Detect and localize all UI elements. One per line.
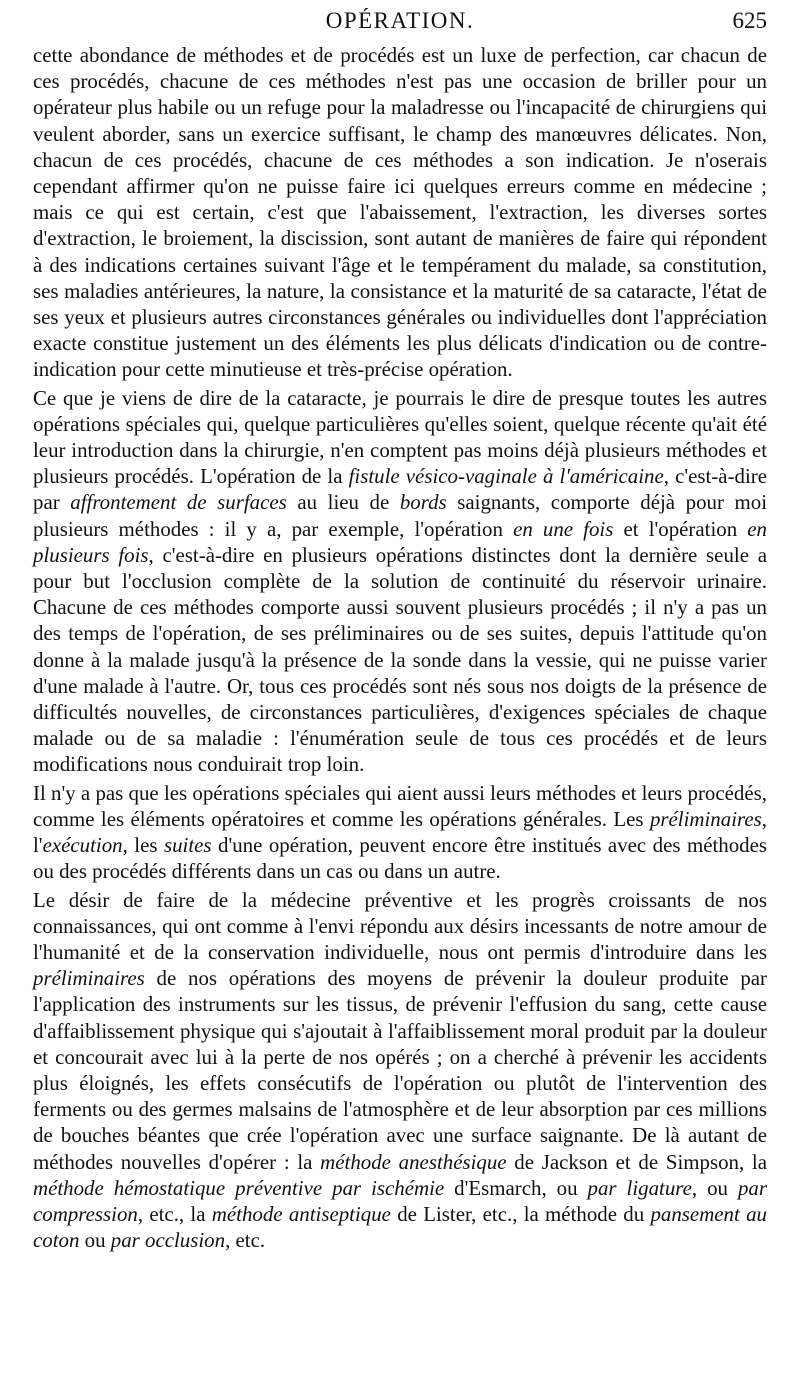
text-run: de Jackson et de Simpson, la — [506, 1149, 767, 1174]
text-run: , c'est-à-dire en plusieurs opérations distinctes dont la dernière seule a pour but l'occlusion complète de la solution de continuité du réservoir urinaire. Chacune de ces méthodes comporte aussi souvent plusieurs procédés ; il n'y a pas un des temps de l'opération, de ses préliminaires ou de ses suites, depuis l'attitude qu'on donne à la malade jusqu'à la présence de la sonde dans la vessie, qui ne puisse varier d'une malade à l'autre. Or, tous ces procédés sont nés sous nos doigts de la présence de difficultés nouvelles, de circonstances particulières, d'exigences spéciales de chaque malade ou de sa maladie : l'énumération seule de tous ces procédés et de leurs modifications nous conduirait trop loin. — [33, 542, 767, 777]
italic-text-run: méthode anesthésique — [320, 1149, 507, 1174]
italic-text-run: méthode antiseptique — [211, 1201, 391, 1226]
italic-text-run: en une fois — [513, 516, 614, 541]
running-title: OPÉRATION. — [325, 8, 475, 33]
text-run: de Lister, etc., la méthode du — [390, 1201, 651, 1226]
text-run: d'une opération, peuvent encore être institués avec des méthodes ou des procédés différents dans un cas ou dans un autre. — [33, 833, 768, 884]
text-run: , etc. — [225, 1228, 266, 1253]
italic-text-run: par ligature — [587, 1175, 692, 1200]
paragraph-4 — [33, 887, 767, 1254]
text-run: au lieu de — [286, 490, 400, 515]
italic-text-run: suites — [163, 833, 212, 858]
text-run: Le désir de faire de la médecine préventive et les progrès croissants de nos connaissances, qui ont comme à l'envi répondu aux désirs incessants de notre amour de l'humanité et de la conservation individuelle, nous ont permis d'introduire dans les — [33, 887, 767, 964]
italic-text-run: par occlusion — [110, 1228, 226, 1253]
paragraph-3 — [33, 780, 767, 885]
text-run: Il n'y a pas que les opérations spéciales qui aient aussi leurs méthodes et leurs procédés, comme les éléments opératoires et comme les opérations générales. Les — [33, 780, 767, 831]
text-run: saignants, comporte déjà pour moi plusieurs méthodes : il y a, par exemple, l'opération — [33, 490, 768, 541]
italic-text-run: pansement au coton — [33, 1201, 767, 1253]
text-run: et l'opération — [613, 516, 748, 541]
italic-text-run: exécution — [42, 833, 123, 858]
body-text — [33, 42, 767, 1253]
italic-text-run: bords — [399, 490, 447, 515]
italic-text-run: fistule vésico-vaginale à l'américaine — [348, 464, 664, 489]
book-page — [33, 0, 767, 1253]
italic-text-run: méthode hémostatique préventive par ischémie — [33, 1175, 445, 1200]
text-run: d'Esmarch, ou — [444, 1175, 588, 1200]
italic-text-run: par compression — [33, 1175, 767, 1226]
text-run: Ce que je viens de dire de la cataracte, je pourrais le dire de presque toutes les autres opérations spéciales qui, quelque particulières qu'elles soient, quelque récente qu'ait été leur introduction dans la chirurgie, n'en comptent pas moins déjà plusieurs méthodes et plusieurs procédés. L'opération de la — [33, 385, 767, 489]
text-run: cette abondance de méthodes et de procédés est un luxe de perfection, car chacun de ces procédés, chacune de ces méthodes n'est pas une occasion de briller pour un opérateur plus habile ou un refuge pour la maladresse ou l'incapacité de chirurgiens qui veulent aborder, sans un exercice suffisant, le champ des manœuvres délicates. Non, chacun de ces procédés, chacune de ces méthodes a son indication. Je n'oserais cependant affirmer qu'on ne puisse faire ici quelques erreurs comme en médecine ; mais ce qui est certain, c'est que l'abaissement, l'extraction, les diverses sortes d'extraction, le broiement, la discission, sont autant de manières de faire qui répondent à des indications certaines suivant l'âge et le tempérament du malade, sa constitution, ses maladies antérieures, la nature, la consistance et la maturité de sa cataracte, l'état de ses yeux et plusieurs autres circonstances générales ou individuelles dont l'appréciation exacte constitue justement un des éléments les plus délicats d'indication ou de contre-indication pour cette minutieuse et très-précise opération. — [33, 43, 767, 382]
text-run: ou — [79, 1228, 111, 1253]
text-run: de nos opérations des moyens de prévenir la douleur produite par l'application des instruments sur les tissus, de prévenir l'effusion du sang, cette cause d'affaiblissement physique qui s'ajoutait à l'affaiblissement moral produit par la douleur et concourait avec lui à la perte de nos opérés ; on a cherché à prévenir les accidents plus éloignés, les effets consécutifs de l'opération ou plutôt de l'intervention des ferments ou des germes malsains de l'atmosphère et de leur absorption par ces millions de bouches béantes que crée l'opération avec une surface saignante. De là autant de méthodes nouvelles d'opérer : la — [33, 966, 767, 1174]
running-head — [33, 0, 767, 42]
text-run: , les — [122, 833, 164, 858]
italic-text-run: affrontement de surfaces — [70, 490, 287, 515]
text-run: , l' — [33, 806, 767, 858]
italic-text-run: préliminaires — [649, 806, 762, 831]
italic-text-run: préliminaires — [33, 966, 145, 991]
page-number: 625 — [732, 8, 767, 33]
italic-text-run: en plusieurs fois — [33, 516, 767, 567]
paragraph-1 — [33, 42, 767, 383]
text-run: , ou — [691, 1175, 738, 1200]
text-run: , etc., la — [137, 1201, 212, 1226]
paragraph-2 — [33, 385, 767, 778]
text-run: , c'est-à-dire par — [33, 464, 768, 515]
